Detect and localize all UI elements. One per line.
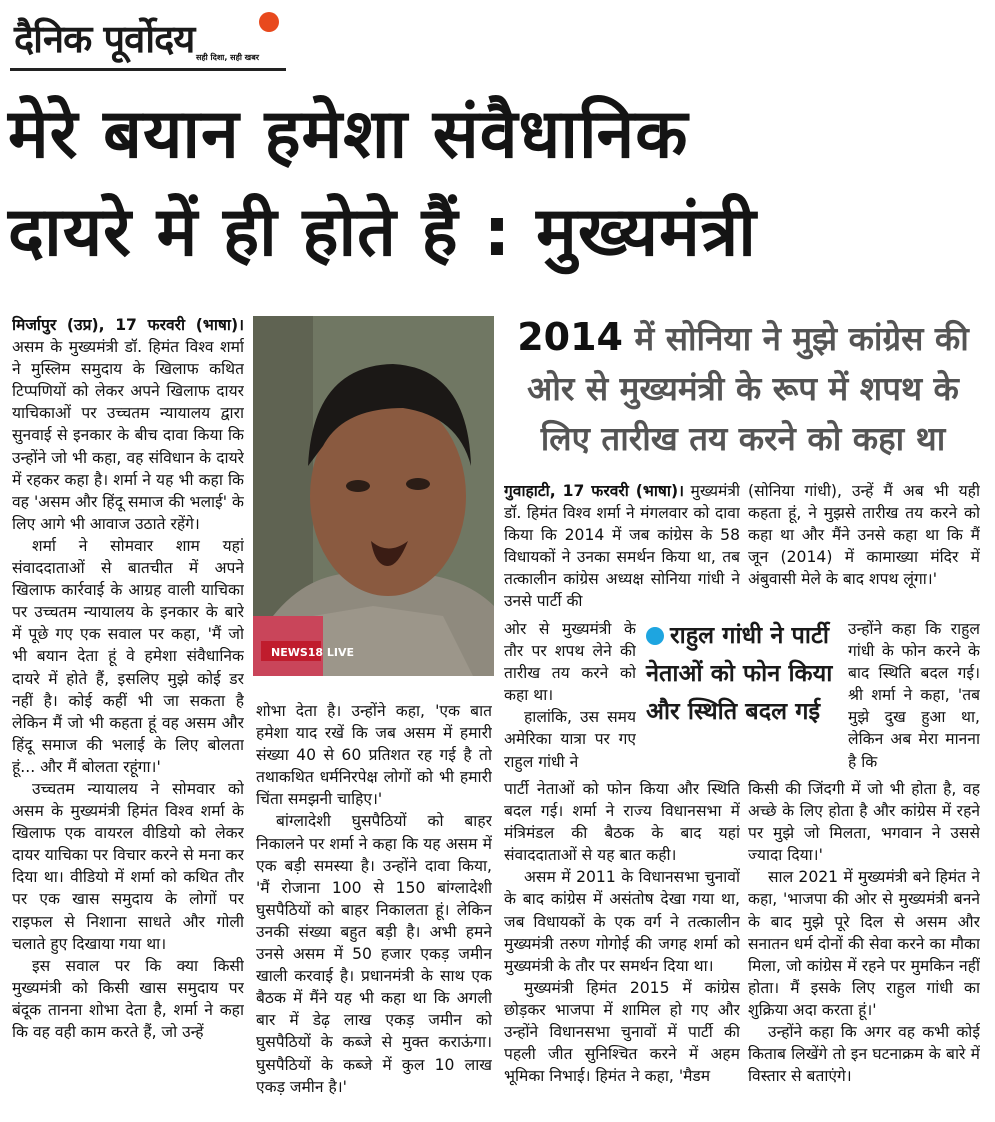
story1-paragraph: शोभा देता है। उन्होंने कहा, 'एक बात हमेशा याद रखें कि जब असम में हमारी संख्या 40 से 60 प्रतिशत रह गई है तो तथाकथित धर्मनिरपेक्ष लोगों को भी हमारी चिंता समझनी चाहिए।' xyxy=(256,702,492,809)
pull-quote-text: राहुल गांधी ने पार्टी नेताओं को फोन किया और स्थिति बदल गई xyxy=(646,621,833,725)
story2-subhead-text: में सोनिया ने मुझे कांग्रेस की ओर से मुख्यमंत्री के रूप में शपथ के लिए तारीख तय करने को कहा था xyxy=(527,319,969,458)
story1-dateline: मिर्जापुर (उप्र), 17 फरवरी (भाषा)। xyxy=(12,316,244,334)
portrait-illustration xyxy=(253,316,494,676)
bullet-icon xyxy=(646,627,664,645)
story1-paragraph: शर्मा ने सोमवार शाम यहां संवाददाताओं से बातचीत में अपने खिलाफ कार्रवाई के आग्रह वाली याचिका पर उच्चतम न्यायालय के इनकार के बारे में पूछे गए एक सवाल पर कहा, 'मैं जो भी बयान देता हूं वे हमेशा संवैधानिक दायरे में होते हैं, इसलिए मुझे कोई डर नहीं है। कोई कहीं भी जा सकता है लेकिन मैं जो भी कहता हूं वह असम और हिंदू समाज की भलाई के लिए बोलता हूं... और मैं बोलता रहूंगा।' xyxy=(12,536,244,776)
story2-paragraph: किसी की जिंदगी में जो भी होता है, वह अच्छे के लिए होता है और कांग्रेस में रहने पर मुझे जो मिलता, भगवान ने उससे ज्यादा दिया।' xyxy=(748,780,980,865)
story2-paragraph: (सोनिया गांधी), उन्हें मैं अब भी यही कहता हूं, ने मुझसे तारीख तय करने को कहा था और मैंने उनसे कहा था कि मैं जून (2014) में कामाख्या मंदिर में अंबुवासी मेले के बाद शपथ लूंगा।' xyxy=(748,482,980,589)
story2-column-3-top xyxy=(504,480,740,618)
story2-paragraph: पार्टी नेताओं को फोन किया और स्थिति बदल गई। शर्मा ने राज्य विधानसभा में मंत्रिमंडल की बैठक के बाद यहां संवाददाताओं से यह बात कही। xyxy=(504,780,740,865)
headline-line-2: दायरे में ही होते हैं : मुख्यमंत्री xyxy=(8,193,757,272)
story2-column-4-mid xyxy=(848,618,980,778)
story2-subhead xyxy=(508,312,978,464)
story1-paragraph: उच्चतम न्यायालय ने सोमवार को असम के मुख्यमंत्री हिमंत विश्व शर्मा के खिलाफ एक वायरल वीडियो को लेकर दायर याचिका पर विचार करने से मना कर दिया था। वीडियो में शर्मा को कथित तौर पर एक खास समुदाय के लोगों पर राइफल से निशाना साधते और गोली चलाते हुए दिखाया गया था। xyxy=(12,779,244,953)
logo-dot-icon xyxy=(259,12,279,32)
masthead-rule xyxy=(10,68,286,71)
story2-paragraph: उन्होंने कहा कि राहुल गांधी के फोन करने के बाद स्थिति बदल गई। श्री शर्मा ने कहा, 'तब मुझे दुख हुआ था, लेकिन अब मेरा मानना है कि xyxy=(848,620,980,771)
headline-line-1: मेरे बयान हमेशा संवैधानिक xyxy=(8,95,689,174)
story1-column-2 xyxy=(256,700,492,1120)
story2-paragraph: असम में 2011 के विधानसभा चुनावों के बाद कांग्रेस में असंतोष देखा गया था, जब विधायकों के एक वर्ग ने तत्कालीन मुख्यमंत्री तरुण गोगोई की जगह शर्मा को मुख्यमंत्री के तौर पर समर्थन दिया था। xyxy=(504,868,740,975)
story1-column-1 xyxy=(12,314,244,1114)
story2-paragraph: साल 2021 में मुख्यमंत्री बने हिमंत ने कहा, 'भाजपा की ओर से मुख्यमंत्री बनने के बाद मुझे पूरे दिल से असम और सनातन धर्म दोनों की सेवा करने का मौका मिला, जो कांग्रेस में रहने पर मुमकिन नहीं होता। मैं इसके लिए राहुल गांधी का शुक्रिया अदा करता हूं।' xyxy=(748,868,980,1019)
masthead-tagline: सही दिशा, सही खबर xyxy=(196,53,260,62)
story2-column-4-top xyxy=(748,480,980,618)
story2-paragraph: ओर से मुख्यमंत्री के तौर पर शपथ लेने की तारीख तय करने को कहा था। xyxy=(504,620,636,705)
story2-dateline: गुवाहाटी, 17 फरवरी (भाषा)। xyxy=(504,482,684,500)
story1-paragraph: असम के मुख्यमंत्री डॉ. हिमंत विश्व शर्मा ने मुस्लिम समुदाय के खिलाफ कथित टिप्पणियों को लेकर अपने खिलाफ दायर याचिकाओं पर उच्चतम न्यायालय द्वारा सुनवाई से इनकार के बीच दावा किया कि उन्होंने जो भी कहा, वह संविधान के दायरे में रहकर कहा है। शर्मा ने यह भी कहा कि वह 'असम और हिंदू समाज की भलाई' के लिए आगे भी आवाज उठाते रहेंगे। xyxy=(12,338,244,533)
story2-paragraph: मुख्यमंत्री डॉ. हिमंत विश्व शर्मा ने मंगलवार को दावा किया कि 2014 में जब कांग्रेस के 58 विधायकों ने उनका समर्थन किया था, तब तत्कालीन कांग्रेस अध्यक्ष सोनिया गांधी ने उनसे पार्टी की xyxy=(504,482,740,611)
photo-chief-minister xyxy=(253,316,494,676)
photo-news-badge: NEWS18 LIVE xyxy=(271,646,355,659)
story2-column-3-mid xyxy=(504,618,636,778)
story2-column-3-bottom xyxy=(504,778,740,1118)
story1-paragraph: इस सवाल पर कि क्या किसी मुख्यमंत्री को किसी खास समुदाय पर बंदूक तानना शोभा देता है, शर्मा ने कहा कि वह वही काम करते हैं, जो उन्हें xyxy=(12,956,244,1041)
story2-paragraph: उन्होंने कहा कि अगर वह कभी कोई किताब लिखेंगे तो इन घटनाक्रम के बारे में विस्तार से बताएंगे। xyxy=(748,1023,980,1086)
story2-paragraph: मुख्यमंत्री हिमंत 2015 में कांग्रेस छोड़कर भाजपा में शामिल हो गए और उन्होंने विधानसभा चुनावों में पार्टी की पहली जीत सुनिश्चित करने में अहम भूमिका निभाई। हिमंत ने कहा, 'मैडम xyxy=(504,978,740,1086)
story1-paragraph: बांग्लादेशी घुसपैठियों को बाहर निकालने पर शर्मा ने कहा कि यह असम में एक बड़ी समस्या है। उन्होंने दावा किया, 'मैं रोजाना 100 से 150 बांग्लादेशी घुसपैठियों को बाहर निकालता हूं। लेकिन उनकी संख्या बहुत बड़ी है। अभी हमने उनसे असम में 50 हजार एकड़ जमीन खाली करवाई है। प्रधानमंत्री के साथ एक बैठक में मैंने यह भी कहा था कि अगली बार में डेढ़ लाख एकड़ जमीन को घुसपैठियों के कब्जे से मुक्त कराऊंगा। घुसपैठियों के कब्जे में कुल 10 लाख एकड़ जमीन है।' xyxy=(256,812,492,1096)
story2-subhead-year: 2014 xyxy=(517,315,623,359)
headline xyxy=(8,86,988,282)
story2-column-4-bottom xyxy=(748,778,980,1118)
pull-quote xyxy=(646,616,844,730)
story2-paragraph: हालांकि, उस समय अमेरिका यात्रा पर गए राहुल गांधी ने xyxy=(504,708,636,771)
masthead-title: दैनिक पूर्वोदय xyxy=(14,17,195,61)
